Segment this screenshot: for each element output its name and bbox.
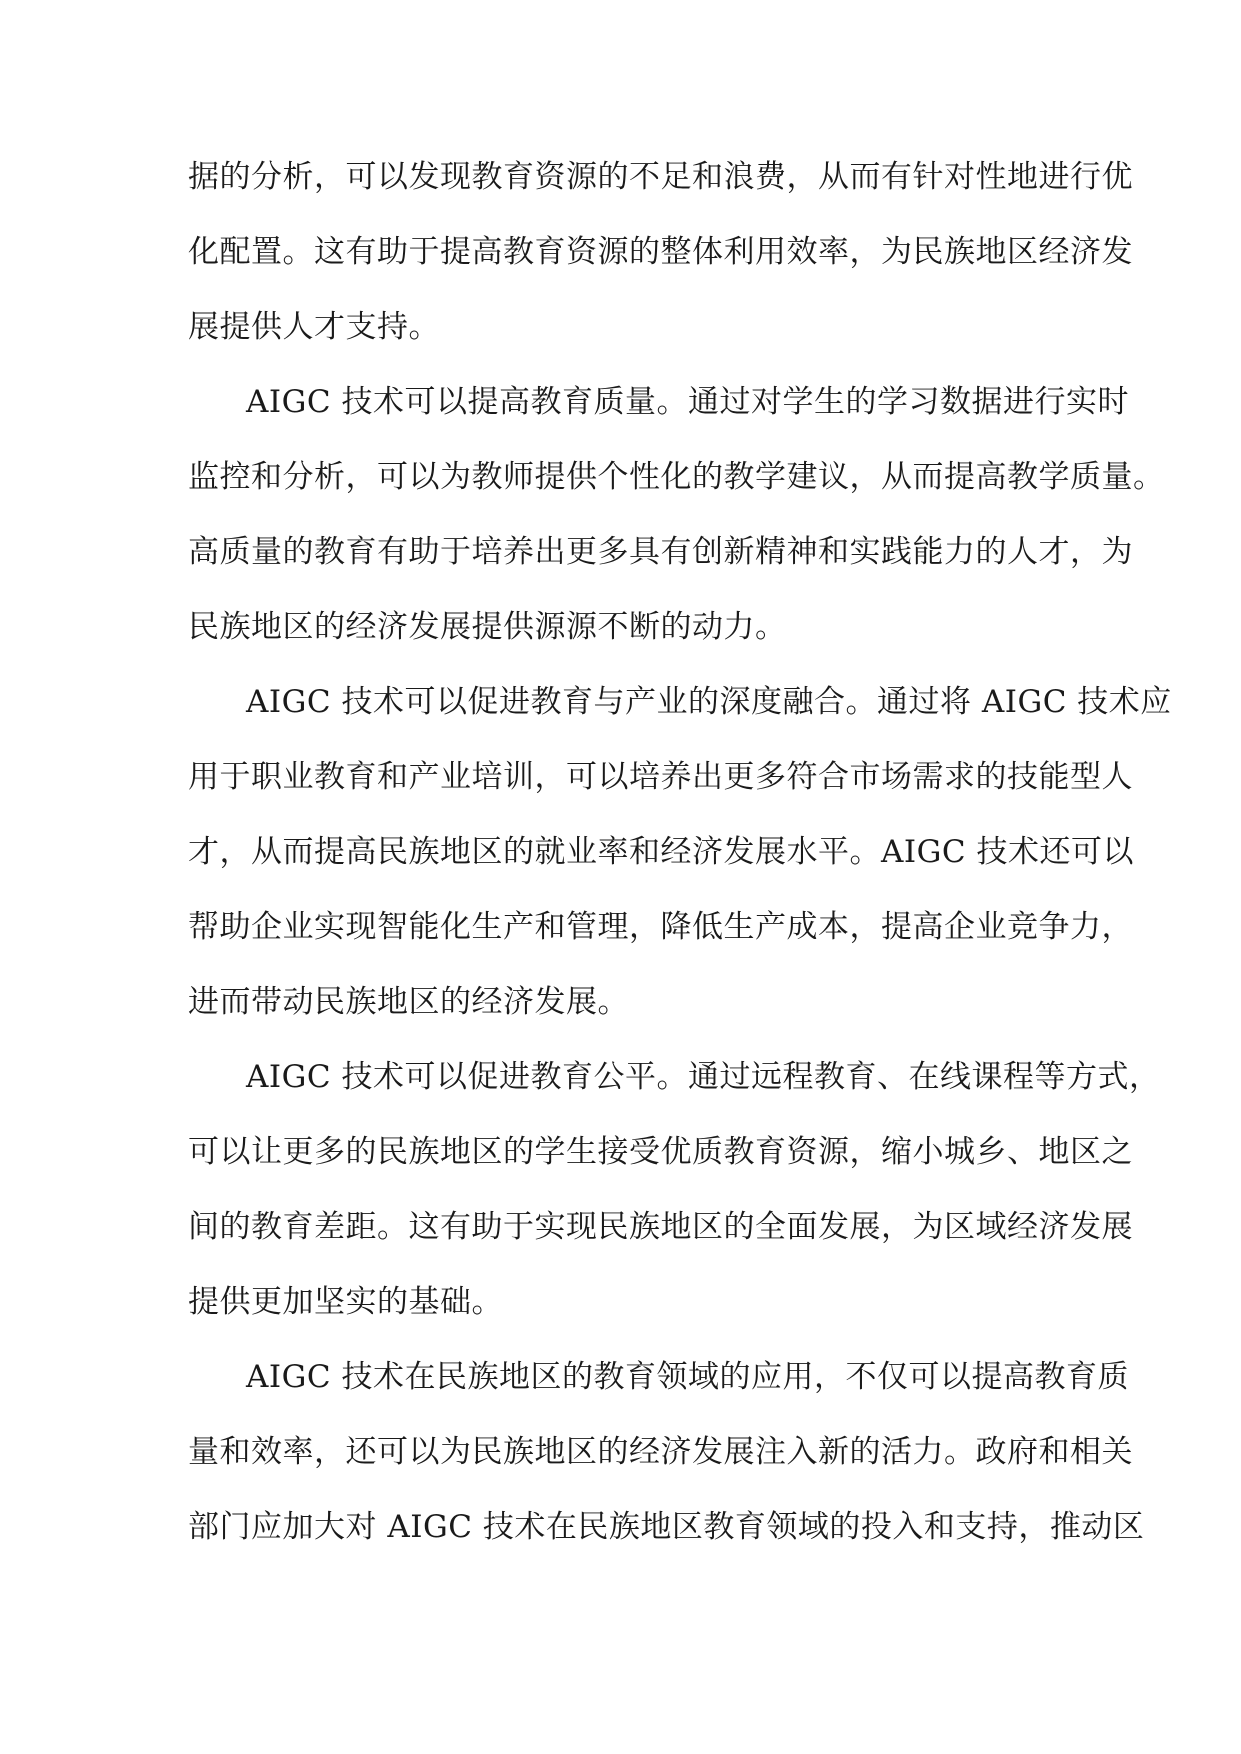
text-line: AIGC 技术可以提高教育质量。通过对学生的学习数据进行实时 xyxy=(246,384,1129,420)
text-line: 高质量的教育有助于培养出更多具有创新精神和实践能力的人才，为 xyxy=(188,534,1133,570)
text-line: 民族地区的经济发展提供源源不断的动力。 xyxy=(188,609,787,645)
text-line: 才，从而提高民族地区的就业率和经济发展水平。AIGC 技术还可以 xyxy=(188,834,1134,870)
paragraph-3 xyxy=(188,665,1172,1040)
text-line: 提供更加坚实的基础。 xyxy=(188,1284,503,1320)
text-line: 展提供人才支持。 xyxy=(188,309,440,345)
text-line: 监控和分析，可以为教师提供个性化的教学建议，从而提高教学质量。 xyxy=(188,459,1165,495)
paragraph-5 xyxy=(188,1340,1145,1565)
text-line: 进而带动民族地区的经济发展。 xyxy=(188,984,629,1020)
text-line: AIGC 技术在民族地区的教育领域的应用，不仅可以提高教育质 xyxy=(246,1359,1129,1395)
paragraph-4 xyxy=(188,1040,1161,1340)
text-line: 帮助企业实现智能化生产和管理，降低生产成本，提高企业竞争力， xyxy=(188,909,1133,945)
body-text xyxy=(188,140,1172,1565)
text-line: 据的分析，可以发现教育资源的不足和浪费，从而有针对性地进行优 xyxy=(188,159,1133,195)
text-line: 间的教育差距。这有助于实现民族地区的全面发展，为区域经济发展 xyxy=(188,1209,1133,1245)
paragraph-1 xyxy=(188,140,1133,365)
text-line: 部门应加大对 AIGC 技术在民族地区教育领域的投入和支持，推动区 xyxy=(188,1509,1145,1545)
text-line: 用于职业教育和产业培训，可以培养出更多符合市场需求的技能型人 xyxy=(188,759,1133,795)
paragraph-2 xyxy=(188,365,1165,665)
text-line: AIGC 技术可以促进教育公平。通过远程教育、在线课程等方式， xyxy=(246,1059,1161,1095)
text-line: AIGC 技术可以促进教育与产业的深度融合。通过将 AIGC 技术应 xyxy=(246,684,1172,720)
text-line: 化配置。这有助于提高教育资源的整体利用效率，为民族地区经济发 xyxy=(188,234,1133,270)
text-line: 可以让更多的民族地区的学生接受优质教育资源，缩小城乡、地区之 xyxy=(188,1134,1133,1170)
text-line: 量和效率，还可以为民族地区的经济发展注入新的活力。政府和相关 xyxy=(188,1434,1133,1470)
